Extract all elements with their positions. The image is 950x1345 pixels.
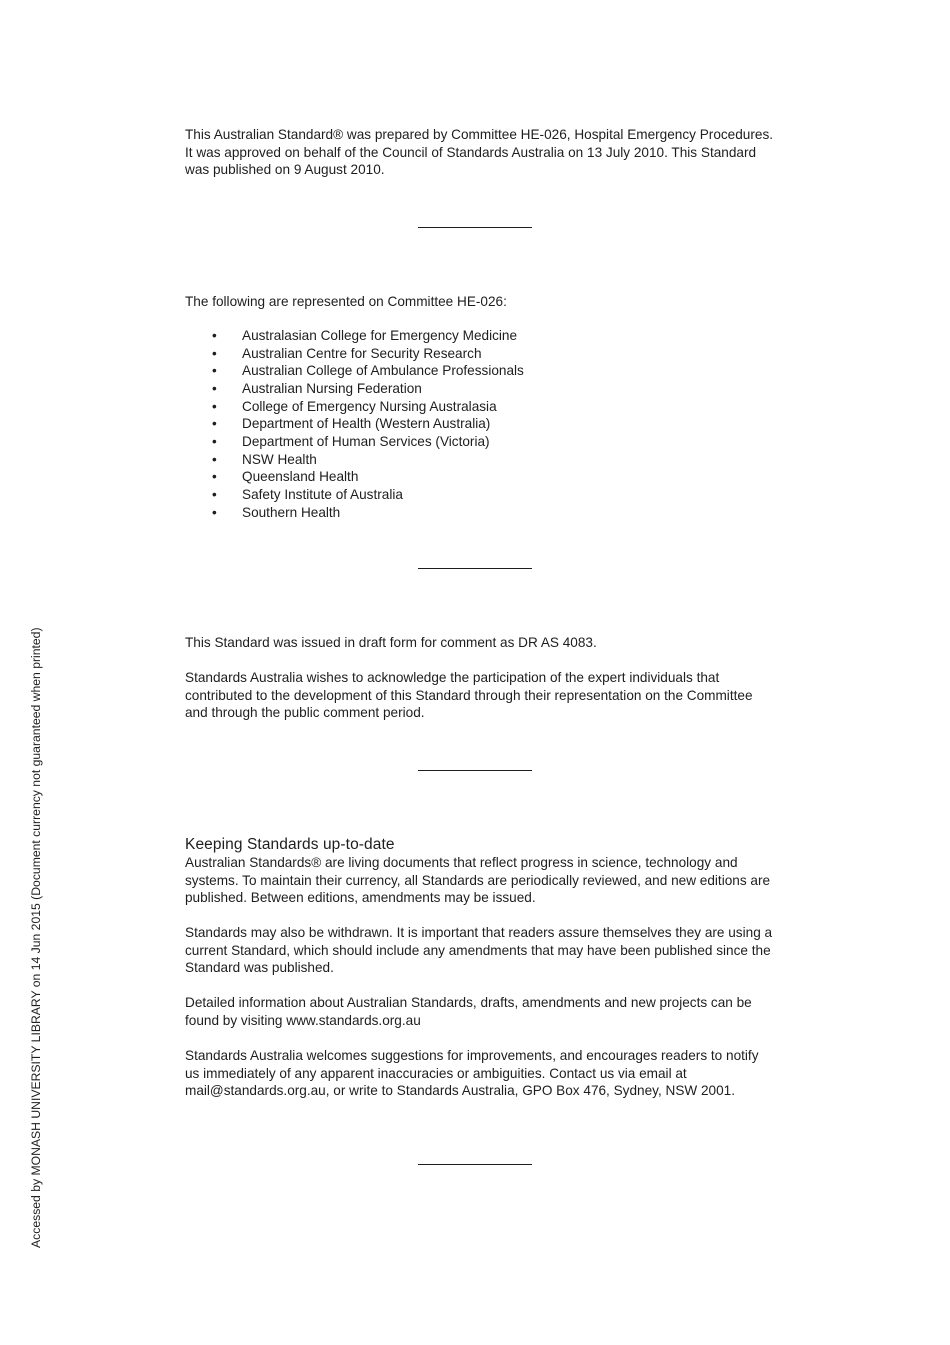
list-item [185, 486, 524, 504]
keeping-paragraph-text: Standards Australia welcomes suggestions for improvements, and encourages readers to notify us immediately of any apparent inaccuracies or ambiguities. Contact us via email at mail@standards.org.au, or write to Standards Australia, GPO Box 476, Sydney, NSW 2001. [185, 1048, 759, 1099]
list-item [185, 398, 524, 416]
list-item [185, 451, 524, 469]
section-divider [418, 770, 532, 771]
list-item [185, 504, 524, 522]
member-name: Australian Centre for Security Research [242, 345, 482, 361]
access-watermark: Accessed by MONASH UNIVERSITY LIBRARY on 14 Jun 2015 (Document currency not guaranteed when printed) [29, 627, 43, 1248]
bullet-icon: • [212, 504, 217, 520]
member-name: NSW Health [242, 451, 317, 467]
preparation-text: This Australian Standard® was prepared by Committee HE-026, Hospital Emergency Procedures. It was approved on behalf of the Council of Standards Australia on 13 July 2010. This Standard was published on 9 August 2010. [185, 127, 774, 178]
acknowledgement-text: Standards Australia wishes to acknowledge the participation of the expert individuals that contributed to the development of this Standard through their representation on the Committee and through the public comment period. [185, 670, 753, 721]
keeping-paragraph-text: Australian Standards® are living documents that reflect progress in science, technology and systems. To maintain their currency, all Standards are periodically reviewed, and new editions are published. Between editions, amendments may be issued. [185, 855, 771, 906]
list-item [185, 362, 524, 380]
keeping-paragraph [185, 994, 775, 1029]
draft-statement [185, 634, 775, 652]
list-item [185, 468, 524, 486]
bullet-icon: • [212, 469, 217, 485]
section-divider [418, 568, 532, 569]
acknowledgement-statement [185, 669, 775, 722]
keeping-paragraph [185, 1047, 775, 1100]
member-name: Queensland Health [242, 469, 359, 485]
member-name: Australian Nursing Federation [242, 380, 422, 396]
bullet-icon: • [212, 451, 217, 467]
keeping-paragraph-text: Detailed information about Australian Standards, drafts, amendments and new projects can be found by visiting www.standards.org.au [185, 995, 752, 1028]
committee-intro-text: The following are represented on Committee HE-026: [185, 294, 507, 309]
member-name: Department of Health (Western Australia) [242, 416, 491, 432]
member-name: Southern Health [242, 504, 341, 520]
bullet-icon: • [212, 345, 217, 361]
keeping-standards-heading: Keeping Standards up-to-date [185, 836, 395, 853]
bullet-icon: • [212, 328, 217, 343]
list-item [185, 433, 524, 451]
list-item [185, 327, 524, 345]
member-name: Department of Human Services (Victoria) [242, 433, 490, 449]
keeping-paragraph [185, 924, 775, 977]
bullet-icon: • [212, 380, 217, 396]
bullet-icon: • [212, 433, 217, 449]
committee-intro [185, 293, 775, 311]
bullet-icon: • [212, 363, 217, 379]
list-item [185, 415, 524, 433]
member-name: Australasian College for Emergency Medicine [242, 328, 518, 343]
draft-text: This Standard was issued in draft form for comment as DR AS 4083. [185, 635, 597, 650]
list-item [185, 345, 524, 363]
bullet-icon: • [212, 486, 217, 502]
preparation-statement [185, 126, 775, 179]
section-divider [418, 1164, 532, 1165]
bullet-icon: • [212, 398, 217, 414]
member-name: College of Emergency Nursing Australasia [242, 398, 497, 414]
committee-member-list [185, 327, 524, 521]
section-divider [418, 227, 532, 228]
member-name: Australian College of Ambulance Professionals [242, 363, 524, 379]
keeping-paragraph-text: Standards may also be withdrawn. It is important that readers assure themselves they are using a current Standard, which should include any amendments that may have been published since the Standard was published. [185, 925, 773, 976]
bullet-icon: • [212, 416, 217, 432]
list-item [185, 380, 524, 398]
keeping-paragraph [185, 854, 775, 907]
member-name: Safety Institute of Australia [242, 486, 403, 502]
